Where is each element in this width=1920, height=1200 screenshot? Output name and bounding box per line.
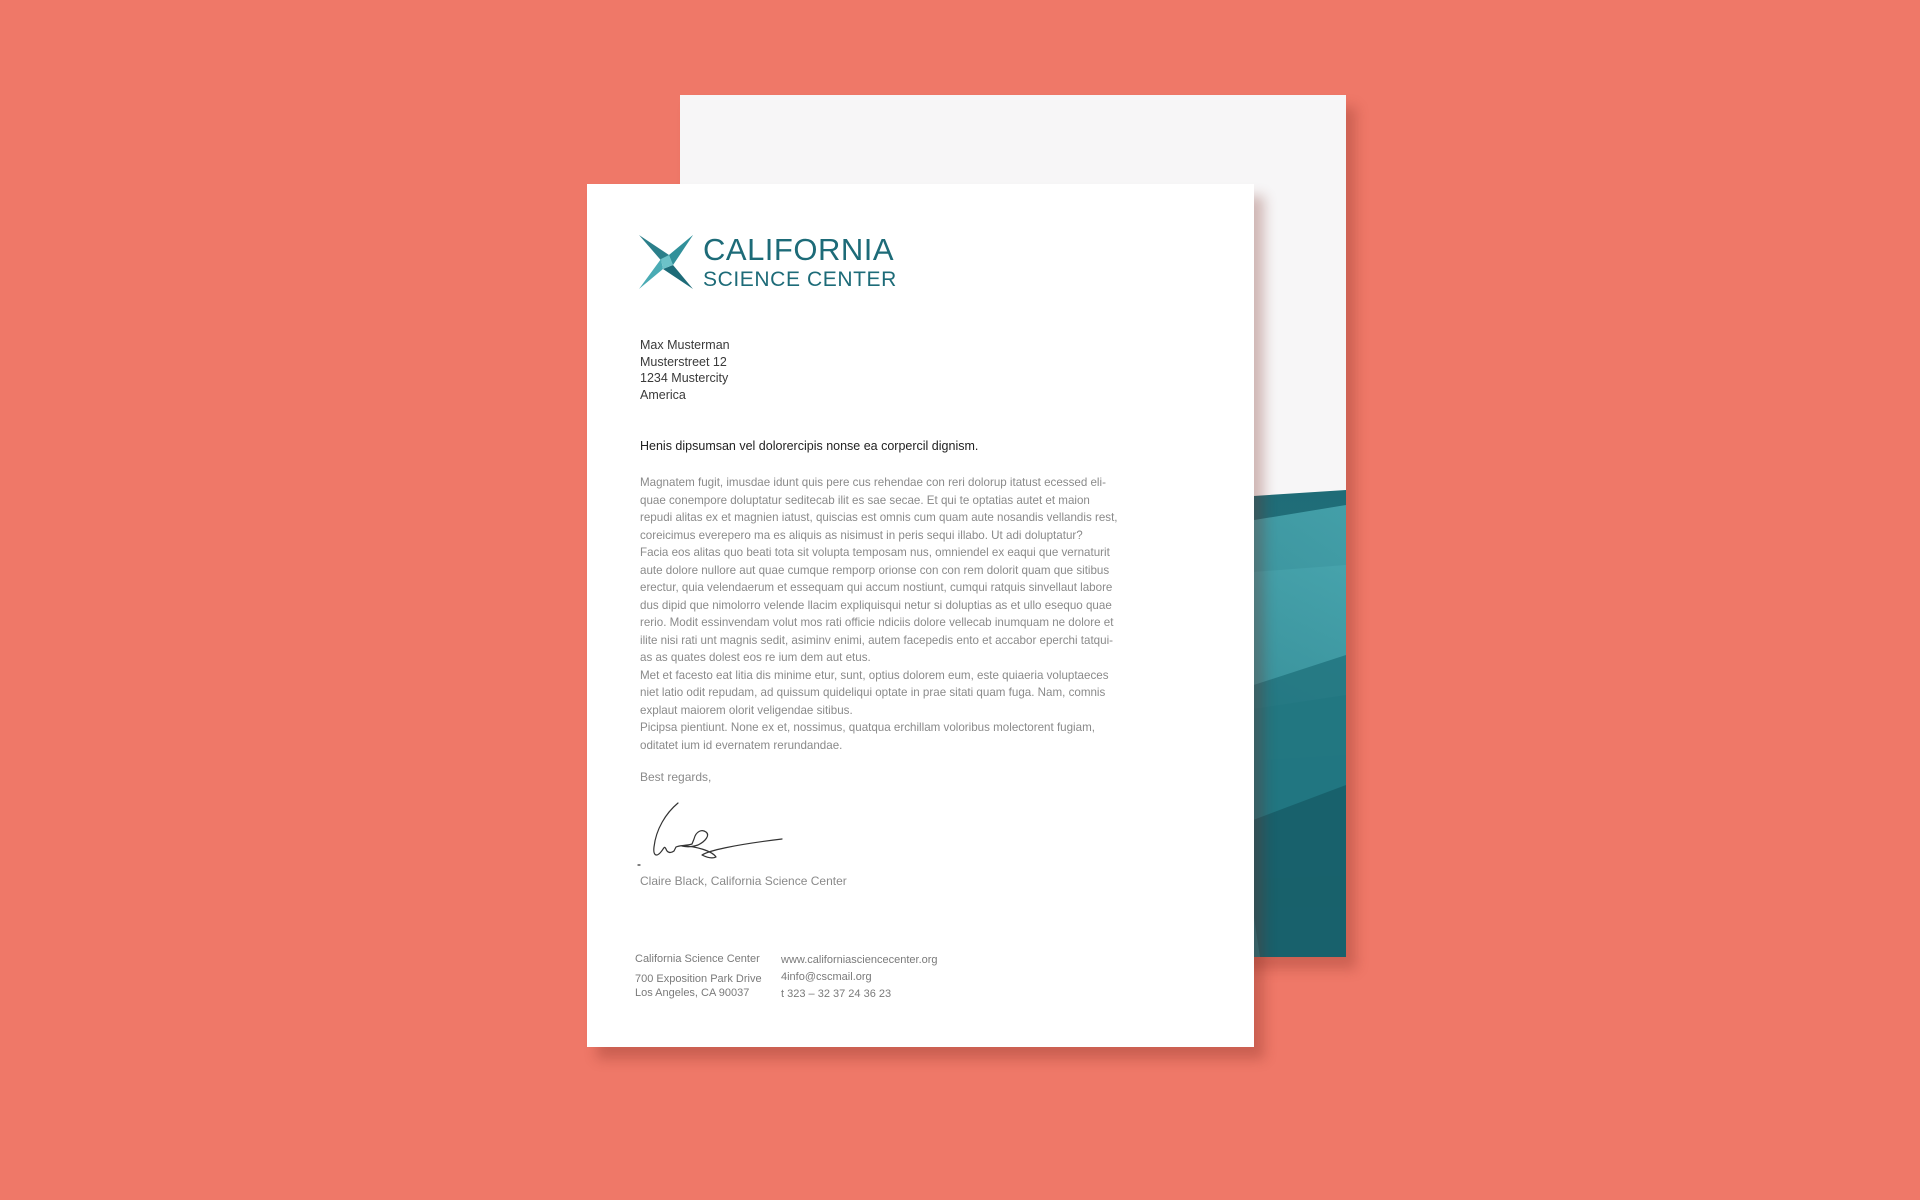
body-line: ilite nisi rati unt magnis sedit, asiminv enimi, autem facepedis ento et accabor eperchi tatqui- (640, 633, 1114, 647)
recipient-city: 1234 Mustercity (640, 371, 729, 385)
signer-name: Claire Black, California Science Center (640, 874, 847, 888)
footer-address-line2: Los Angeles, CA 90037 (635, 987, 750, 999)
logo-line-california: CALIFORNIA (703, 232, 895, 267)
letter-body (640, 474, 1150, 754)
recipient-address (640, 337, 730, 403)
body-line: Met et facesto eat litia dis minime etur, sunt, optius dolorem eum, este quiaeria voluptaeces (640, 668, 1109, 682)
footer-phone: t 323 – 32 37 24 36 23 (781, 988, 892, 1000)
body-line: Magnatem fugit, imusdae idunt quis pere cus rehendae con reri dolorup itatust ecessed eli- (640, 476, 1106, 489)
footer-address (635, 952, 762, 1000)
body-line: dus dipid que nimolorro velende llacim expliquisqui netur si doluptias as et ullo esequo quae (640, 598, 1112, 612)
body-line: Facia eos alitas quo beati tota sit volupta temposam nus, omniendel ex eaqui que vernaturit (640, 546, 1110, 559)
closing-text: Best regards, (640, 770, 712, 784)
star-logo-icon (639, 235, 693, 289)
recipient-name: Max Musterman (640, 338, 730, 352)
body-line: as as quates dolest eos re ium dem aut etus. (640, 651, 871, 664)
brand-logo (639, 234, 897, 290)
body-line: repudi alitas ex et magnien iatust, quiscias est omnis cum quam aute nosandis vellandis rest, (640, 511, 1118, 524)
letter-subject: Henis dipsumsan vel dolorercipis nonse ea corpercil dignism. (640, 439, 979, 453)
body-line: Picipsa pientiunt. None ex et, nossimus, quatqua erchillam voloribus molectorent fugiam, (640, 721, 1095, 734)
body-line: explaut maiorem olorit veligendae sitibus. (640, 703, 853, 717)
body-line: rerio. Modit essinvendam volut mos rati officie ndiciis dolore vellecab inumquam ne dolore et (640, 616, 1114, 629)
front-letter-sheet (587, 184, 1254, 1047)
logo-line-science-center: SCIENCE CENTER (703, 268, 897, 291)
footer-address-line1: 700 Exposition Park Drive (635, 973, 762, 985)
body-line: niet latio odit repudam, ad quissum quideliqui optate in prae sitati quam fuga. Nam, comnis (640, 686, 1106, 699)
body-line: quae conempore doluptatur seditecab ilit es sae secae. Et qui te optatias autet et maion (640, 493, 1090, 507)
logo-wordmark (703, 234, 897, 290)
footer-website: www.californiasciencecenter.org (781, 954, 938, 966)
footer-contact (781, 952, 938, 1003)
footer-email: 4info@cscmail.org (781, 971, 872, 983)
body-line: erectur, quia velendaerum et essequam qui accum nostiunt, cumqui ratquis sinvellaut labore (640, 581, 1113, 594)
recipient-street: Musterstreet 12 (640, 354, 727, 369)
footer-org: California Science Center (635, 953, 760, 965)
body-line: aute dolore nullore aut quae cumque remporp orionse con con rem dolorit quam que sitibus (640, 563, 1110, 577)
handwritten-signature (636, 799, 784, 869)
body-line: coreicimus everepero ma es aliquis as nisimust in peris sequi illabo. Ut adi doluptatur? (640, 528, 1083, 542)
recipient-country: America (640, 387, 686, 402)
body-line: oditatet ium id evernatem rerundandae. (640, 738, 843, 752)
